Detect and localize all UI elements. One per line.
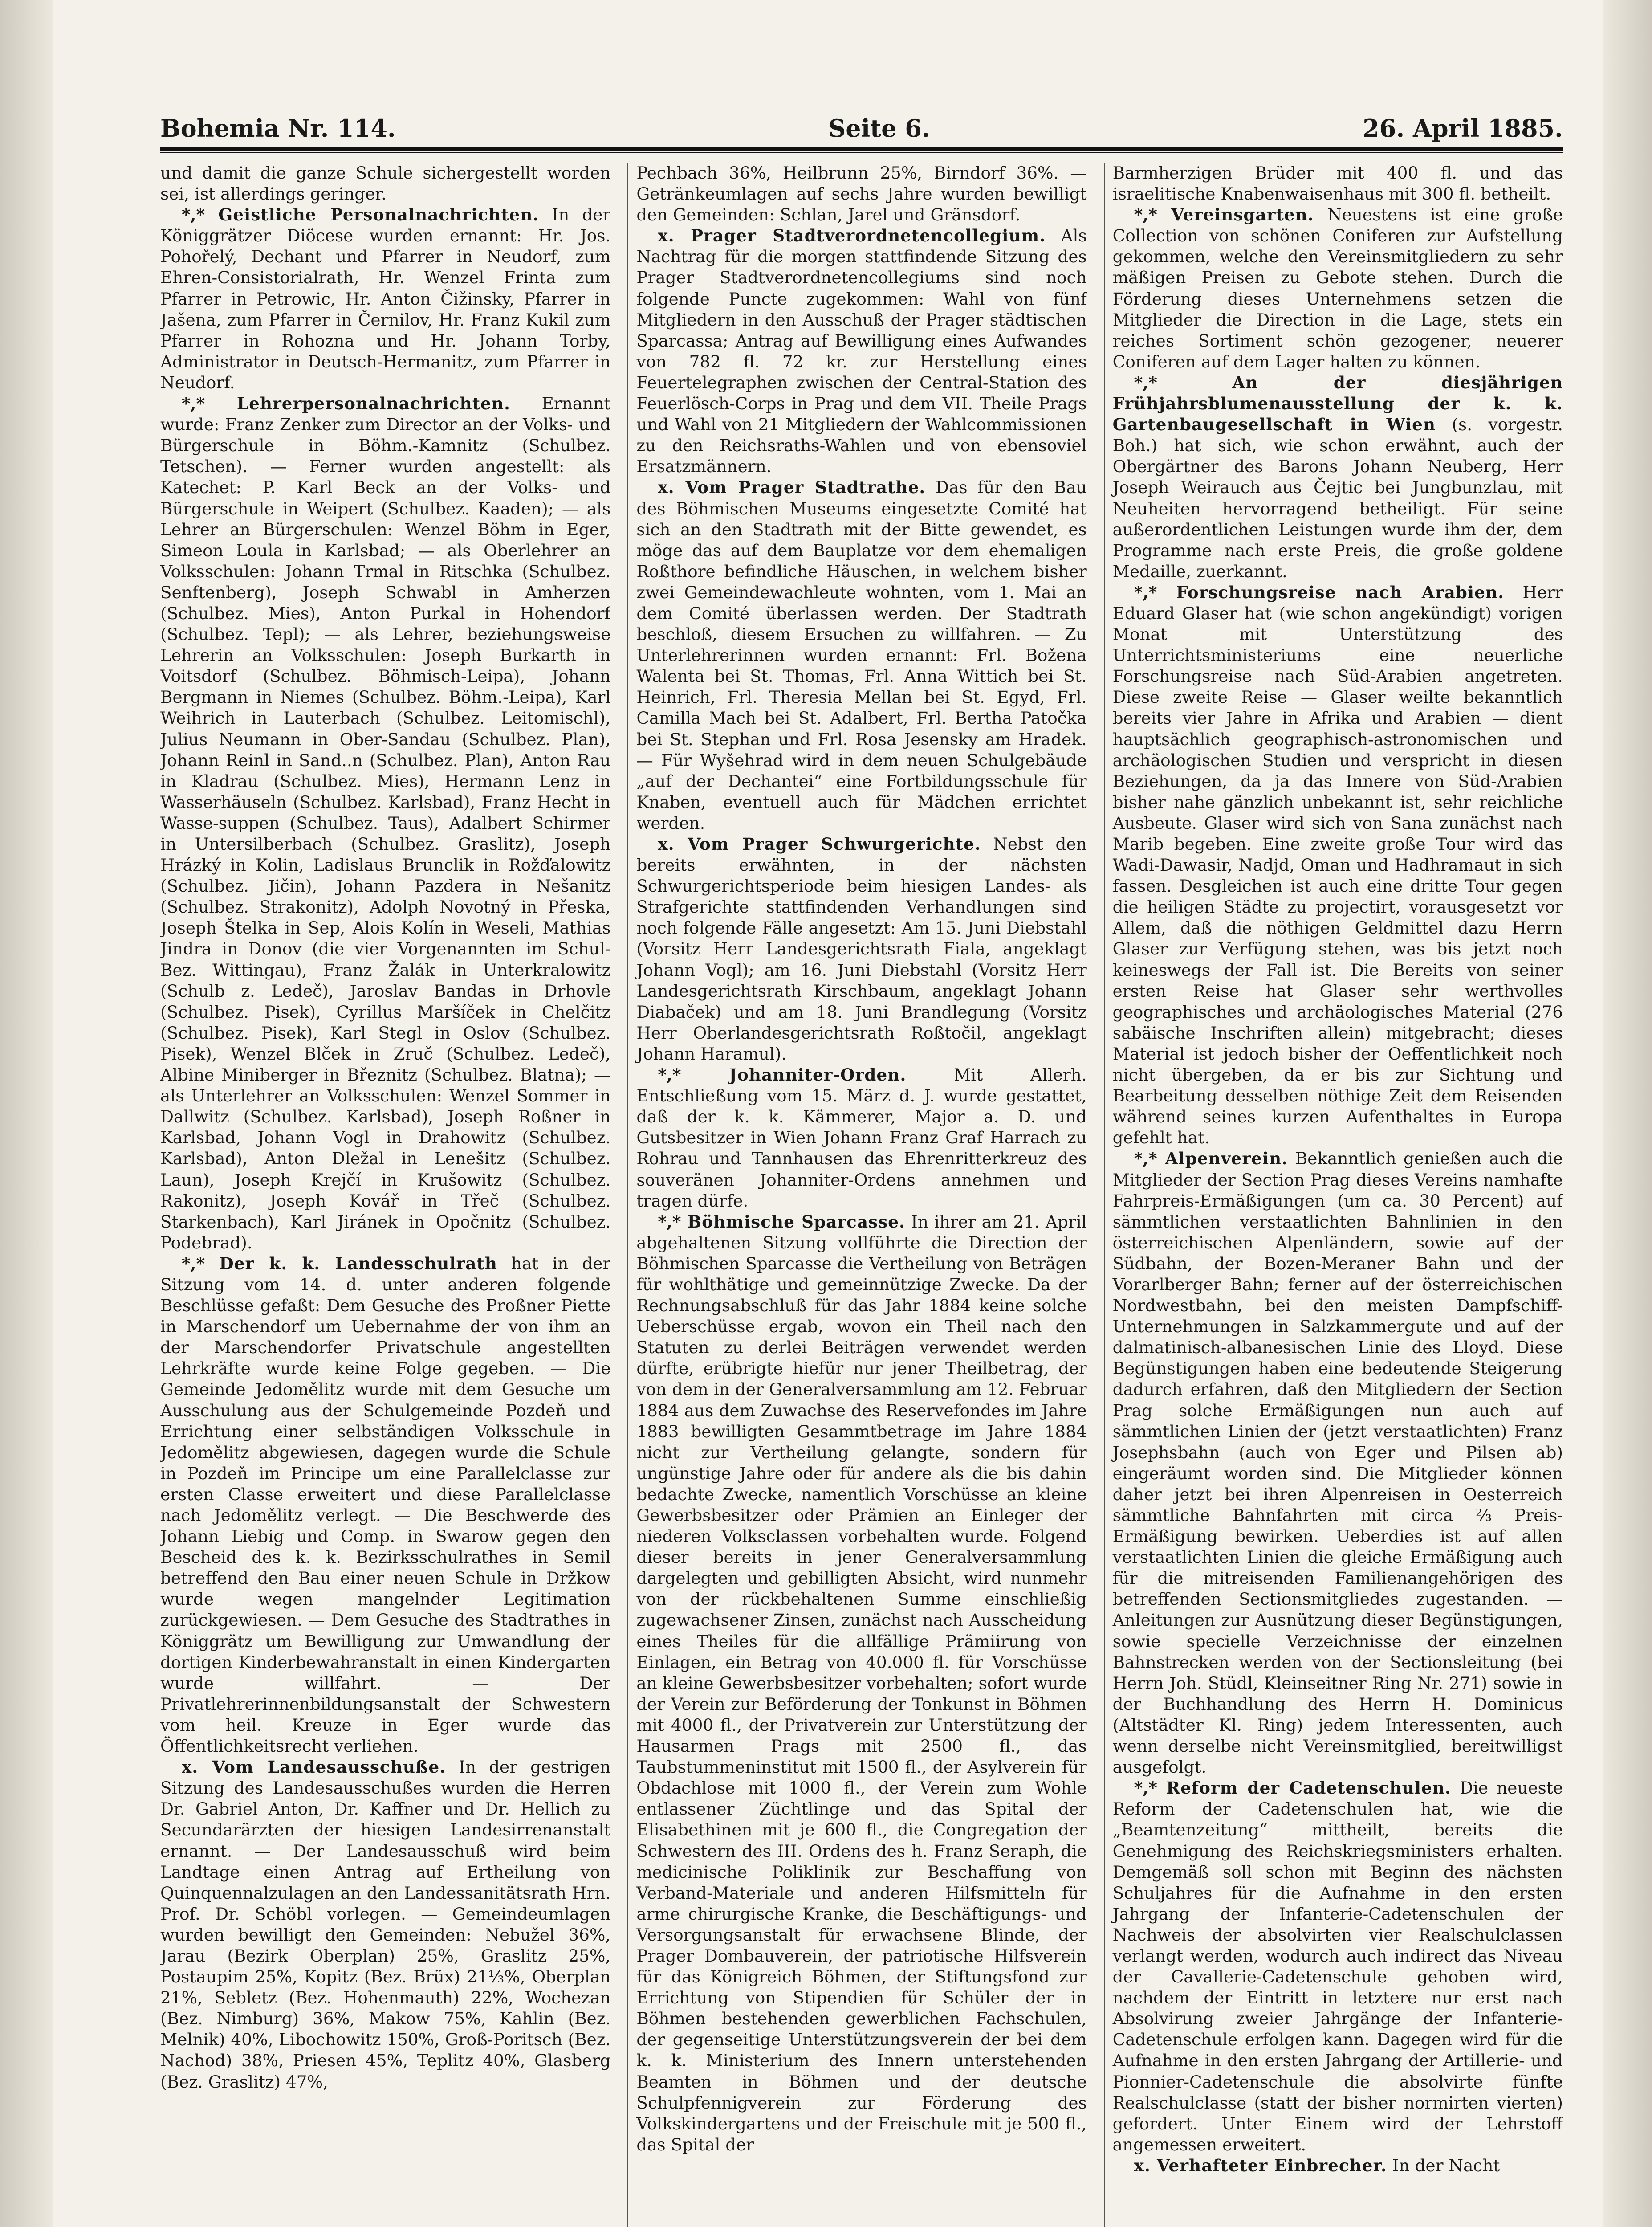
page-number: Seite 6. — [828, 114, 930, 143]
article-paragraph — [636, 163, 1086, 225]
article-text: In der Nacht — [1392, 2155, 1500, 2175]
article-heading: An der diesjährigen Frühjahrsblumenausstellung der k. k. Gartenbaugesellschaft in Wien — [1112, 372, 1563, 435]
article-paragraph — [160, 393, 610, 1253]
article-paragraph — [636, 1211, 1086, 2155]
section-asterism: *,* — [1134, 205, 1172, 225]
section-asterism: *,* — [182, 1253, 220, 1273]
article-heading: Böhmische Sparcasse. — [687, 1211, 905, 1232]
article-text: Nebst den bereits erwähnten, in der nächsten Schwurgerichtsperiode beim hiesigen Landes- als Strafgerichte stattfindenden Verhandlungen sind noch folgende Fälle angesetzt: Am 15. Juni Diebstahl (Vorsitz Herr Landesgerichtsrath Fiala, angeklagt Johann Vogl); am 16. Juni Diebstahl (Vorsitz Herr Landesgerichtsrath Kirschbaum, angeklagt Johann Diabaček) und am 18. Juni Brandlegung (Vorsitz Herr Oberlandesgerichtsrath Roßtočil, angeklagt Johann Haramul). — [636, 834, 1087, 1064]
article-text: Ernannt wurde: Franz Zenker zum Director an der Volks- und Bürgerschule in Böhm.-Kamnitz (Schulbez. Tetschen). — Ferner wurden angestellt: als Katechet: P. Karl Beck an der Volks- und Bürgerschule in Weipert (Schulbez. Kaaden); — als Lehrer an Bürgerschulen: Wenzel Böhm in Eger, Simeon Loula in Karlsbad; — als Oberlehrer an Volksschulen: Johann Trmal in Ritschka (Schulbez. Senftenberg), Joseph Schwabl in Amherzen (Schulbez. Mies), Anton Purkal in Hohendorf (Schulbez. Tepl); — als Lehrer, beziehungsweise Lehrerin an Volksschulen: Joseph Burkarth in Voitsdorf (Schulbez. Böhmisch-Leipa), Johann Bergmann in Niemes (Schulbez. Böhm.-Leipa), Karl Weihrich in Lauterbach (Schulbez. Leitomischl), Julius Neumann in Ober-Sandau (Schulbez. Plan), Johann Reinl in Sand..n (Schulbez. Plan), Anton Rau in Kladrau (Schulbez. Mies), Hermann Lenz in Wasserhäuseln (Schulbez. Karlsbad), Franz Hecht in Wasse-suppen (Schulbez. Taus), Adalbert Schirmer in Untersilberbach (Schulbez. Graslitz), Joseph Hrázký in Kolin, Ladislaus Brunclik in Rožďalowitz (Schulbez. Jičin), Johann Pazdera in Nešanitz (Schulbez. Strakonitz), Adolph Novotný in Přeska, Joseph Štelka in Sep, Alois Kolín in Weseli, Mathias Jindra in Donov (die vier Vorgenannten im Schul-Bez. Wittingau), Franz Žalák in Unterkralowitz (Schulb z. Ledeč), Jaroslav Bandas in Drhovle (Schulbez. Pisek), Cyrillus Maršíček in Chelčitz (Schulbez. Pisek), Karl Stegl in Oslov (Schulbez. Pisek), Wenzel Blček in Zruč (Schulbez. Ledeč), Albine Miniberger in Březnitz (Schulbez. Blatna); — als Unterlehrer an Volksschulen: Wenzel Sommer in Dallwitz (Schulbez. Karlsbad), Joseph Roßner in Karlsbad, Johann Vogl in Drahowitz (Schulbez. Karlsbad), Anton Dležal in Lenešitz (Schulbez. Laun), Joseph Krejčí in Krušowitz (Schulbez. Rakonitz), Joseph Kovář in Třeč (Schulbez. Starkenbach), Karl Jiránek in Opočnitz (Schulbez. Podebrad). — [160, 394, 611, 1252]
article-paragraph — [160, 163, 610, 204]
article-heading: x. Vom Landesausschuße. — [182, 1757, 446, 1777]
article-text: Die neueste Reform der Cadetenschulen hat, wie die „Beamtenzeitung“ mittheilt, bereits die Genehmigung des Reichskriegsministers erhalten. Demgemäß soll schon mit Beginn des nächsten Schuljahres für die Aufnahme in den ersten Jahrgang der Infanterie-Cadetenschulen der Nachweis der absolvirten vier Realschulclassen verlangt werden, wodurch auch indirect das Niveau der Cavallerie-Cadetenschule gehoben wird, nachdem der Eintritt in letztere nur erst nach Absolvirung zweier Jahrgänge der Infanterie-Cadetenschule erfolgen kann. Dagegen wird für die Aufnahme in den ersten Jahrgang der Artillerie- und Pionnier-Cadetenschule die absolvirte fünfte Realschulclasse (statt der bisher normirten vierten) gefordert. Unter Einem wird der Lehrstoff angemessen erweitert. — [1112, 1778, 1563, 2154]
article-text: (s. vorgestr. Boh.) hat sich, wie schon erwähnt, auch der Obergärtner des Barons Johann Neuberg, Herr Joseph Weirauch aus Čejtic bei Jungbunzlau, mit Neuheiten hervorragend betheiligt. Für seine außerordentlichen Leistungen wurde ihm der, dem Programme nach erste Preis, die große goldene Medaille, zuerkannt. — [1112, 415, 1563, 581]
article-text: In der Königgrätzer Diöcese wurden ernannt: Hr. Jos. Pohořelý, Dechant und Pfarrer in Neudorf, zum Ehren-Consistorialrath, Hr. Wenzel Frinta zum Pfarrer in Petrowic, Hr. Anton Čižinsky, Pfarrer in Jašena, zum Pfarrer in Černilov, Hr. Franz Kukil zum Pfarrer in Rohozna und Hr. Johann Torby, Administrator in Deutsch-Hermanitz, zum Pfarrer in Neudorf. — [160, 205, 611, 392]
masthead-rule-thin — [160, 152, 1563, 153]
section-asterism: *,* — [1134, 1149, 1165, 1169]
section-asterism: *,* — [182, 205, 219, 225]
masthead — [160, 102, 1563, 143]
article-heading: Geistliche Personalnachrichten. — [218, 205, 539, 225]
article-heading: Johanniter-Orden. — [729, 1065, 907, 1085]
article-text: hat in der Sitzung vom 14. d. unter anderen folgende Beschlüsse gefaßt: Dem Gesuche des Proßner Piette in Marschendorf um Uebernahme der von ihm an der Marschendorfer Privatschule angestellten Lehrkräfte wurde keine Folge gegeben. — Die Gemeinde Jedomělitz wurde mit dem Gesuche um Ausschulung aus der Schulgemeinde Pozdeň und Errichtung einer selbständigen Volksschule in Jedomělitz abgewiesen, dagegen wurde die Schule in Pozdeň im Principe um eine Parallelclasse zur ersten Classe erweitert und diese Parallelclasse nach Jedomělitz verlegt. — Die Beschwerde des Johann Liebig und Comp. in Swarow gegen den Bescheid des k. k. Bezirksschulrathes in Semil betreffend den Bau einer neuen Schule in Držkow wurde wegen mangelnder Legitimation zurückgewiesen. — Dem Gesuche des Stadtrathes in Königgrätz um Bewilligung zur Umwandlung der dortigen Kinderbewahranstalt in einen Kindergarten wurde willfahrt. — Der Privatlehrerinnenbildungsanstalt der Schwestern vom heil. Kreuze in Eger wurde das Öffentlichkeitsrecht verliehen. — [160, 1253, 611, 1756]
article-paragraph — [160, 1253, 610, 1757]
article-paragraph — [1113, 2155, 1563, 2176]
article-paragraph — [1113, 1148, 1563, 1778]
article-heading: x. Verhafteter Einbrecher. — [1134, 2155, 1387, 2175]
article-heading: x. Prager Stadtverordnetencollegium. — [658, 226, 1046, 246]
article-heading: x. Vom Prager Stadtrathe. — [658, 477, 926, 498]
scan-left-edge — [0, 0, 53, 2227]
article-paragraph — [1113, 163, 1563, 204]
section-asterism: *,* — [1134, 372, 1233, 392]
section-asterism: *,* — [658, 1065, 729, 1085]
article-paragraph — [1113, 204, 1563, 372]
article-paragraph — [160, 1757, 610, 2092]
column-container — [160, 163, 1563, 2227]
section-asterism: *,* — [182, 394, 237, 414]
article-heading: Lehrerpersonalnachrichten. — [236, 394, 511, 414]
article-heading: Der k. k. Landesschulrath — [219, 1253, 497, 1273]
article-text: In ihrer am 21. April abgehaltenen Sitzung vollführte die Direction der Böhmischen Sparcasse die Vertheilung von Beträgen für wohlthätige und gemeinnützige Zwecke. Da der Rechnungsabschluß für das Jahr 1884 keine solche Ueberschüsse ergab, wovon ein Theil nach den Statuten zu derlei Beiträgen verwendet werden dürfte, erübrigte hiefür nur jener Theilbetrag, der von dem in der Generalversammlung am 12. Februar 1884 aus dem Zuwachse des Reservefondes im Jahre 1883 bewilligten Gesammtbetrage im Jahre 1884 nicht zur Vertheilung gelangte, sondern für ungünstige Jahre oder für andere als die bis dahin bedachte Zwecke, namentlich Vorschüsse an kleine Gewerbsbesitzer oder Prämien an Einleger der niederen Volksclassen vorbehalten wurde. Folgend dieser bereits in jener Generalversammlung dargelegten und gebilligten Absicht, wird nunmehr von der rückbehaltenen Summe einschließig zugewachsener Zinsen, zunächst nach Ausscheidung eines Theiles für die allfällige Prämiirung von Einlagen, ein Betrag von 40.000 fl. für Vorschüsse an kleine Gewerbsbesitzer vorbehalten; sofort wurde der Verein zur Beförderung der Tonkunst in Böhmen mit 4000 fl., der Privatverein zur Unterstützung der Hausarmen Prags mit 2500 fl., das Taubstummeninstitut mit 1500 fl., der Asylverein für Obdachlose mit 1000 fl., der Verein zum Wohle entlassener Züchtlinge und das Spital der Elisabethinen mit je 600 fl., die Congregation der Schwestern des III. Ordens des h. Franz Seraph, die medicinische Poliklinik zur Beschaffung von Verband-Materiale und anderen Hilfsmitteln für arme chirurgische Kranke, die Beschäftigungs- und Versorgungsanstalt für erwachsene Blinde, der Prager Dombauverein, der patriotische Hilfsverein für das Königreich Böhmen, der Stiftungsfond zur Errichtung von Stipendien für Schüler der in Böhmen bestehenden gewerblichen Fachschulen, der gegenseitige Unterstützungsverein der bei dem k. k. Ministerium des Innern unterstehenden Beamten in Böhmen und der deutsche Schulpfennigverein zur Förderung des Volkskindergartens und der Freischule mit je 500 fl., das Spital der — [636, 1211, 1087, 2154]
column-2 — [627, 163, 1086, 2227]
section-asterism: *,* — [1134, 582, 1176, 602]
column-1 — [160, 163, 610, 2227]
scan-right-edge — [1603, 0, 1652, 2227]
article-text: Mit Allerh. Entschließung vom 15. März d. J. wurde gestattet, daß der k. k. Kämmerer, Major a. D. und Gutsbesitzer in Wien Johann Franz Graf Harrach zu Rohrau und Tannhausen das Ehrenritterkreuz des souveränen Johanniter-Ordens annehmen und tragen dürfe. — [636, 1065, 1087, 1211]
masthead-rule — [160, 147, 1563, 151]
article-paragraph — [1113, 372, 1563, 582]
newspaper-page — [160, 102, 1563, 2227]
article-paragraph — [160, 204, 610, 393]
article-heading: Vereinsgarten. — [1171, 205, 1314, 225]
article-heading: Forschungsreise nach Arabien. — [1176, 582, 1505, 602]
article-text: Neuestens ist eine große Collection von schönen Coniferen zur Aufstellung gekommen, welche den Vereinsmitgliedern zu sehr mäßigen Preisen zu Gebote stehen. Durch die Förderung dieses Unternehmens setzen die Mitglieder die Direction in die Lage, stets ein reiches Sortiment schön gezogener, neuerer Coniferen auf dem Lager halten zu können. — [1112, 205, 1563, 371]
section-asterism: *,* — [1134, 1778, 1167, 1798]
article-text: Pechbach 36%, Heilbrunn 25%, Birndorf 36%. — Getränkeumlagen auf sechs Jahre wurden bewilligt den Gemeinden: Schlan, Jarel und Gränsdorf. — [636, 163, 1087, 225]
article-paragraph — [636, 834, 1086, 1065]
article-paragraph — [636, 225, 1086, 477]
article-paragraph — [636, 477, 1086, 834]
article-paragraph — [1113, 1778, 1563, 2155]
paper-title: Bohemia Nr. 114. — [160, 114, 396, 143]
article-text: In der gestrigen Sitzung des Landesausschußes wurden die Herren Dr. Gabriel Anton, Dr. Kaffner und Dr. Hellich zu Secundarärzten der hiesigen Landesirrenanstalt ernannt. — Der Landesausschuß wird beim Landtage einen Antrag auf Ertheilung von Quinquennalzulagen an den Landessanitätsrath Hrn. Prof. Dr. Schöbl vorlegen. — Gemeindeumlagen wurden bewilligt den Gemeinden: Nebužel 36%, Jarau (Bezirk Oberplan) 25%, Graslitz 25%, Postaupim 25%, Kopitz (Bez. Brüx) 21⅓%, Oberplan 21%, Sebletz (Bez. Hohenmauth) 22%, Wochezan (Bez. Nimburg) 36%, Makow 75%, Kahlin (Bez. Melnik) 40%, Libochowitz 150%, Groß-Poritsch (Bez. Nachod) 38%, Priesen 45%, Teplitz 40%, Glasberg (Bez. Graslitz) 47%, — [160, 1757, 611, 2092]
article-text: und damit die ganze Schule sichergestellt worden sei, ist allerdings geringer. — [160, 163, 611, 204]
column-3 — [1104, 163, 1563, 2227]
article-text: Herr Eduard Glaser hat (wie schon angekündigt) vorigen Monat mit Unterstützung des Unterrichtsministeriums eine neuerliche Forschungsreise nach Süd-Arabien angetreten. Diese zweite Reise — Glaser weilte bekanntlich bereits vier Jahre in Afrika und Arabien — dient hauptsächlich geographisch-astronomischen und archäologischen Studien und verspricht in diesen Beziehungen, da ja das Innere von Süd-Arabien bisher nahe gänzlich unbekannt ist, sehr reichliche Ausbeute. Glaser wird sich von Sana zunächst nach Marib begeben. Eine zweite große Tour wird das Wadi-Dawasir, Nadjd, Oman und Hadhramaut in sich fassen. Desgleichen ist auch eine dritte Tour gegen die heiligen Städte zu projectirt, vorausgesetzt vor Allem, daß die nöthigen Geldmittel dazu Herrn Glaser zur Verfügung stehen, was bis jetzt noch keineswegs der Fall ist. Die Bereits von seiner ersten Reise hat Glaser sehr werthvolles geographisches und archäologisches Material (276 sabäische Inschriften allein) mitgebracht; dieses Material ist jedoch bisher der Oeffentlichkeit noch nicht übergeben, da er bis zur Sichtung und Bearbeitung desselben nöthige Zeit dem Reisenden während seines kurzen Aufenthaltes in Europa gefehlt hat. — [1112, 582, 1563, 1148]
article-paragraph — [1113, 582, 1563, 1149]
article-text: Das für den Bau des Böhmischen Museums eingesetzte Comité hat sich an den Stadtrath mit der Bitte gewendet, es möge das auf dem Bauplatze vor dem ehemaligen Roßthore befindliche Häuschen, in welchem bisher zwei Gemeindewachleute wohnten, vom 1. Mai an dem Comité überlassen werden. Der Stadtrath beschloß, diesem Ersuchen zu willfahren. — Zu Unterlehrerinnen wurden ernannt: Frl. Božena Walenta bei St. Thomas, Frl. Anna Wittich bei St. Heinrich, Frl. Theresia Mellan bei St. Egyd, Frl. Camilla Mach bei St. Adalbert, Frl. Bertha Patočka bei St. Stephan und Frl. Rosa Jesensky am Hradek. — Für Wyšehrad wird in dem neuen Schulgebäude „auf der Dechantei“ eine Fortbildungsschule für Knaben, eventuell auch für Mädchen errichtet werden. — [636, 477, 1087, 833]
article-paragraph — [636, 1065, 1086, 1211]
article-text: Bekanntlich genießen auch die Mitglieder der Section Prag dieses Vereins namhafte Fahrpreis-Ermäßigungen (um ca. 30 Percent) auf sämmtlichen verstaatlichten Bahnlinien in den österreichischen Alpenländern, sowie auf der Südbahn, der Bozen-Meraner Bahn und der Vorarlberger Bahn; ferner auf der österreichischen Nordwestbahn, bei den meisten Dampfschiff-Unternehmungen in Salzkammergute und auf der dalmatinisch-albanesischen Linie des Lloyd. Diese Begünstigungen haben eine bedeutende Steigerung dadurch erfahren, daß den Mitgliedern der Section Prag solche Ermäßigungen nun auch auf sämmtlichen Linien der (jetzt verstaatlichten) Franz Josephsbahn (auch von Eger und Pilsen ab) eingeräumt worden sind. Die Mitglieder können daher jetzt bei ihren Alpenreisen in Oesterreich sämmtliche Bahnfahrten mit circa ⅔ Preis-Ermäßigung bewirken. Ueberdies ist auf allen verstaatlichten Linien die gleiche Ermäßigung auch für die mitreisenden Familienangehörigen des betreffenden Sectionsmitgliedes zugestanden. — Anleitungen zur Ausnützung dieser Begünstigungen, sowie specielle Verzeichnisse der einzelnen Bahnstrecken werden von der Sectionsleitung (bei Herrn Joh. Stüdl, Kleinseitner Ring Nr. 271) sowie in der Buchhandlung des Herrn H. Dominicus (Altstädter Kl. Ring) jedem Interessenten, auch wenn derselbe nicht Vereinsmitglied, bereitwilligst ausgefolgt. — [1112, 1149, 1563, 1777]
article-text: Barmherzigen Brüder mit 400 fl. und das israelitische Knabenwaisenhaus mit 300 fl. betheilt. — [1112, 163, 1563, 204]
article-heading: Reform der Cadetenschulen. — [1166, 1778, 1451, 1798]
issue-date: 26. April 1885. — [1363, 114, 1563, 143]
section-asterism: *,* — [658, 1211, 688, 1232]
article-heading: x. Vom Prager Schwurgerichte. — [658, 834, 981, 854]
article-heading: Alpenverein. — [1165, 1149, 1288, 1169]
article-text: Als Nachtrag für die morgen stattfindende Sitzung des Prager Stadtverordnetencollegiums sind noch folgende Puncte zugekommen: Wahl von fünf Mitgliedern in den Ausschuß der Prager städtischen Sparcassa; Antrag auf Bewilligung eines Aufwandes von 782 fl. 72 kr. zur Herstellung eines Feuertelegraphen zwischen der Central-Station des Feuerlösch-Corps in Prag und dem VII. Theile Prags und Wahl von 21 Mitgliedern der Wahlcommissionen zu den Reichsraths-Wahlen und von ebensoviel Ersatzmännern. — [636, 226, 1087, 477]
